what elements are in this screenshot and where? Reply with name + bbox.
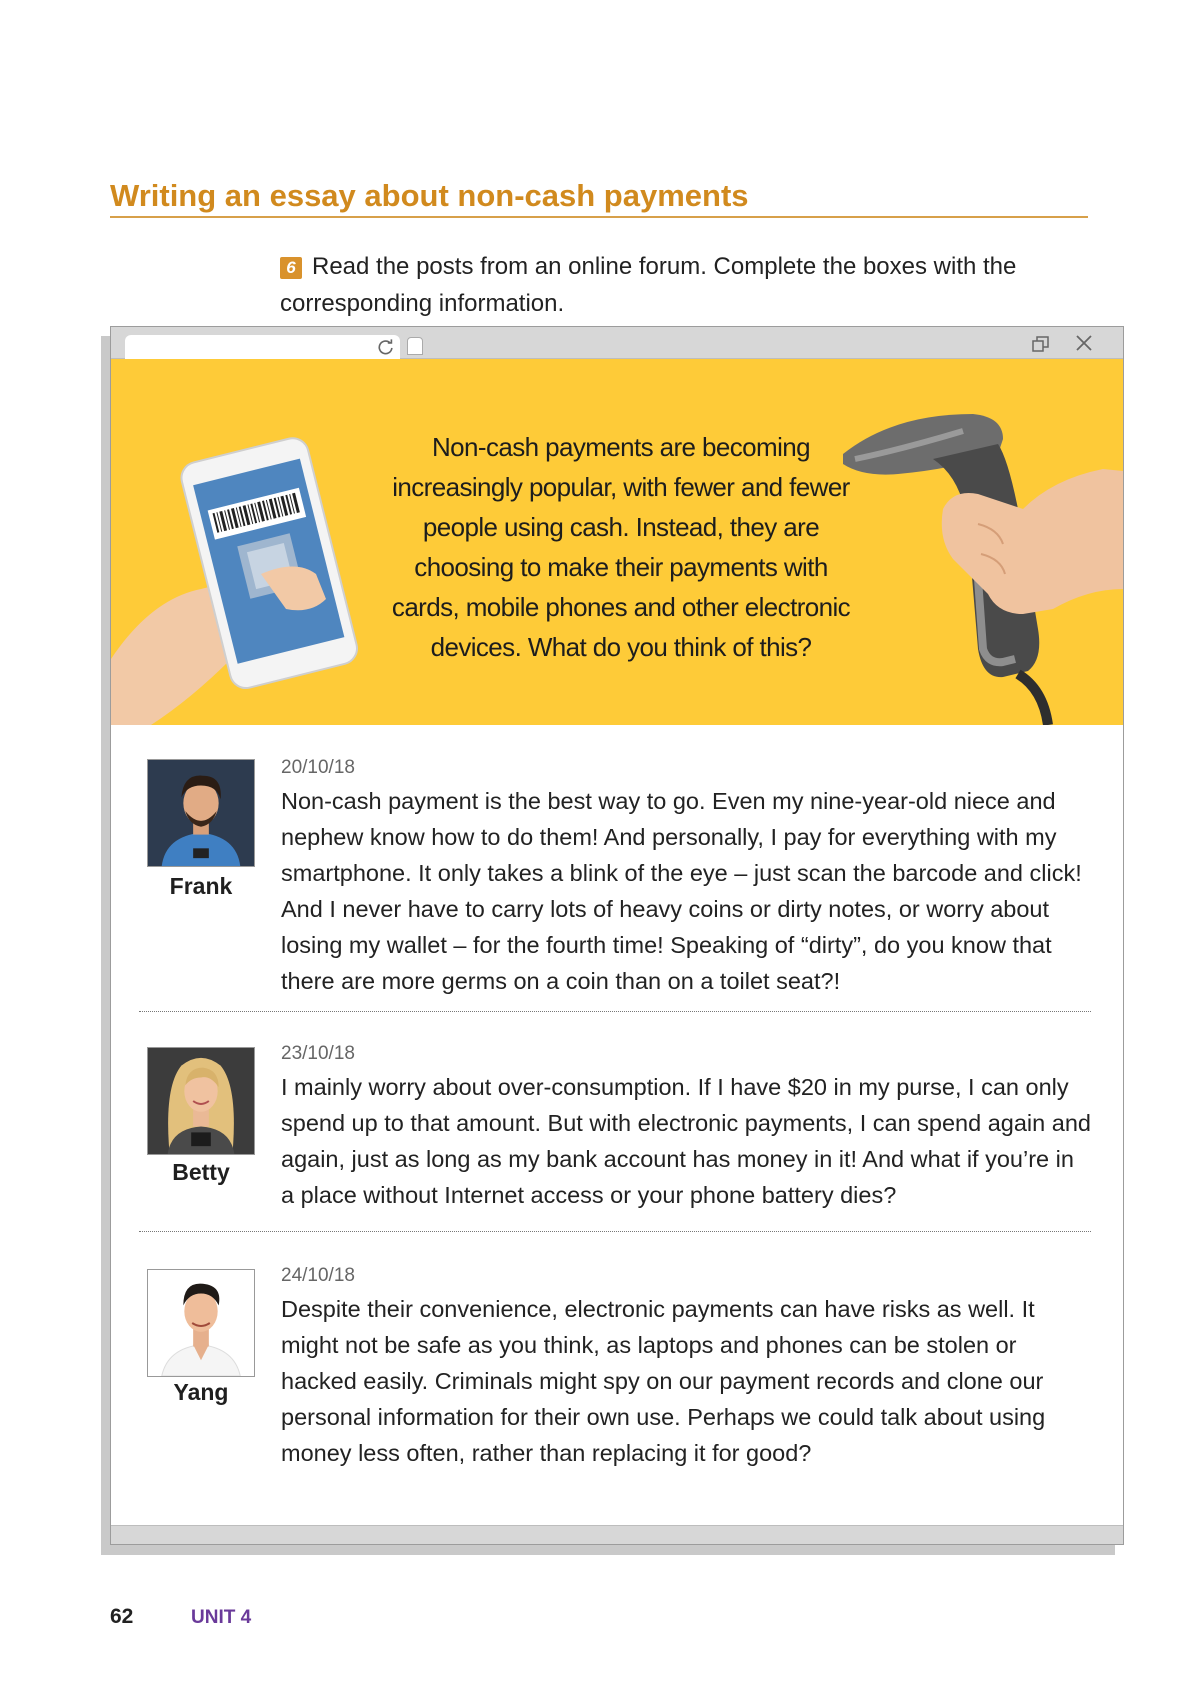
page-number: 62	[110, 1605, 134, 1628]
avatar-betty	[147, 1047, 255, 1155]
task-instruction	[280, 248, 1070, 322]
post-date: 20/10/18	[281, 757, 355, 778]
reload-icon[interactable]	[377, 338, 395, 356]
unit-label: UNIT 4	[191, 1607, 252, 1628]
betty-portrait	[148, 1048, 254, 1154]
forum-banner	[111, 359, 1123, 725]
close-icon[interactable]	[1075, 334, 1093, 352]
post-body: Despite their convenience, electronic payments can have risks as well. It might not be safe as you think, as laptops and phones can be stolen or hacked easily. Criminals might spy on our payment records and clone our personal information for their own use. Perhaps we could talk about using money less often, rather than replacing it for good?	[281, 1296, 1046, 1466]
post-date: 23/10/18	[281, 1043, 355, 1064]
barcode-scanner-hand-illustration	[803, 359, 1123, 725]
avatar-yang	[147, 1269, 255, 1377]
new-tab-icon[interactable]	[407, 337, 423, 355]
window-bottom-bar	[111, 1525, 1123, 1544]
post-divider	[139, 1011, 1091, 1012]
title-rule	[110, 216, 1088, 218]
section-title: Writing an essay about non-cash payments	[110, 178, 749, 213]
author-yang: Yang	[173, 1379, 229, 1405]
author-frank: Frank	[169, 873, 233, 899]
browser-toolbar	[111, 327, 1123, 359]
post-divider	[139, 1231, 1091, 1232]
browser-window	[110, 326, 1124, 1545]
post-body: I mainly worry about over-consumption. If I have $20 in my purse, I can only spend up to that amount. But with electronic payments, I can spend again and again, just as long as my bank account has money in it! And what if you’re in a place without Internet access or your phone battery dies?	[281, 1074, 1091, 1208]
task-number-badge: 6	[280, 257, 302, 279]
yang-portrait	[148, 1270, 254, 1376]
banner-question: Non-cash payments are becoming increasingly popular, with fewer and fewer people using cash. Instead, they are choosing to make their payments with cards, mobile phones and other electronic devices. What do you think of this?	[391, 432, 851, 662]
post-body: Non-cash payment is the best way to go. Even my nine-year-old niece and nephew know how to do them! And personally, I pay for everything with my smartphone. It only takes a blink of the eye – just scan the barcode and click! And I never have to carry lots of heavy coins or dirty notes, or worry about losing my wallet – for the fourth time! Speaking of “dirty”, do you know that there are more germs on a coin than on a toilet seat?!	[281, 788, 1082, 994]
avatar-frank	[147, 759, 255, 867]
post-date: 24/10/18	[281, 1265, 355, 1286]
author-betty: Betty	[172, 1159, 230, 1185]
frank-portrait	[148, 760, 254, 866]
browser-tab[interactable]	[125, 335, 400, 359]
restore-window-icon[interactable]	[1031, 334, 1051, 354]
smartphone-hand-illustration	[111, 359, 371, 725]
task-text: Read the posts from an online forum. Complete the boxes with the corresponding information.	[280, 253, 1017, 317]
